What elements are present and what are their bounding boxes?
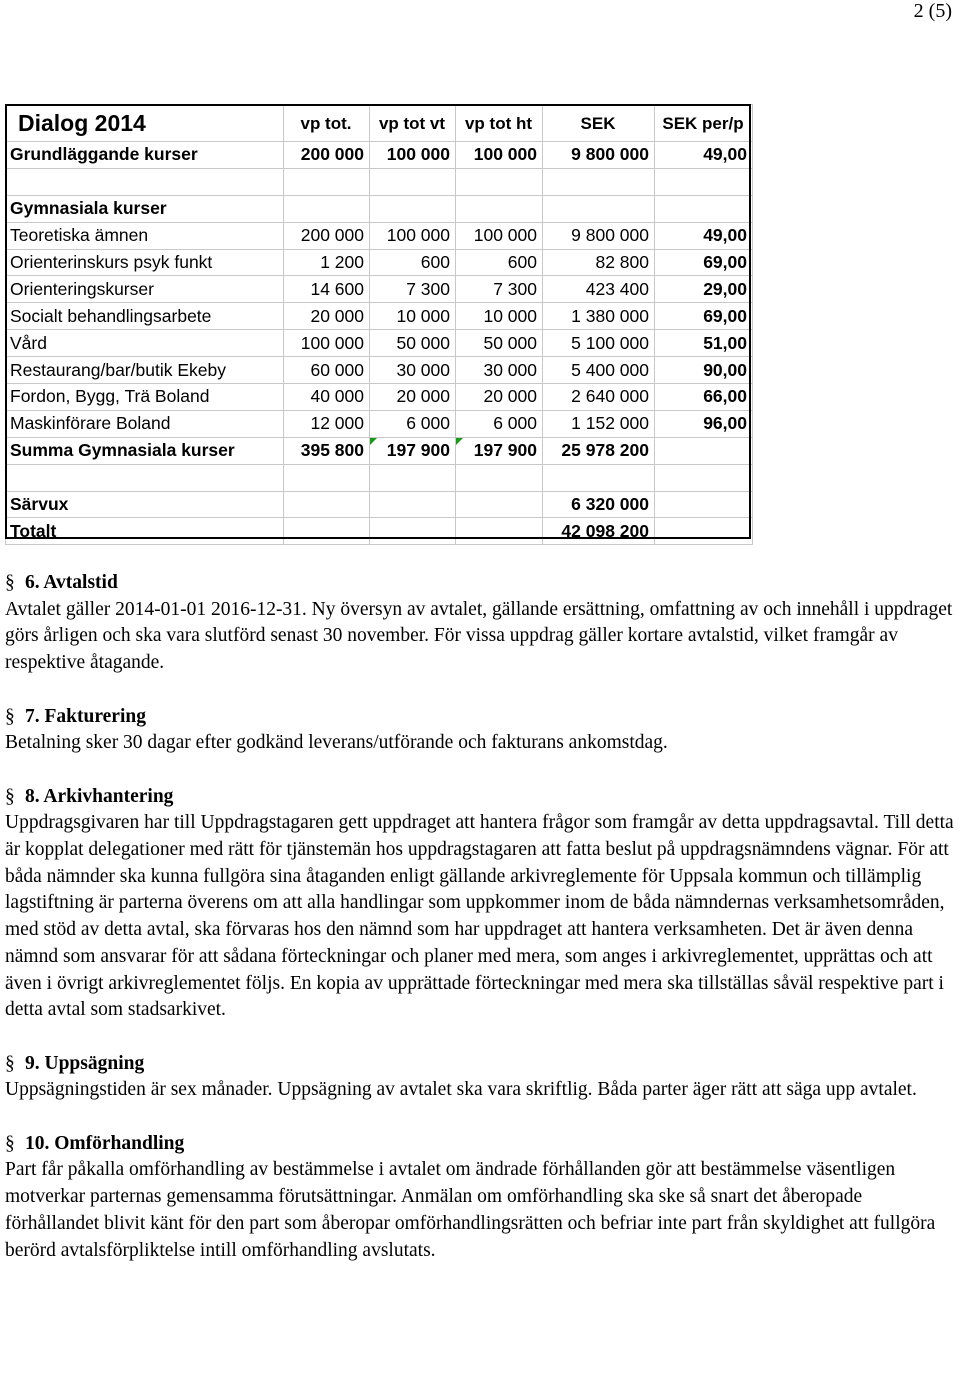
cell-value: 12 000 bbox=[284, 410, 370, 437]
table-row-gymnasiala-heading bbox=[6, 195, 753, 222]
cell-value: 1 200 bbox=[284, 249, 370, 276]
cell-value: 200 000 bbox=[284, 222, 370, 249]
agreement-sections bbox=[5, 570, 955, 1264]
cell-value: 96,00 bbox=[655, 410, 753, 437]
paragraph-sign: § bbox=[5, 572, 15, 593]
cell-value: 69,00 bbox=[655, 303, 753, 330]
section-gap bbox=[5, 677, 955, 704]
table-header-row bbox=[6, 105, 753, 142]
cell-value: 600 bbox=[456, 249, 543, 276]
column-header: SEK per/p bbox=[655, 105, 753, 142]
row-name: Orienteringskurser bbox=[6, 276, 284, 303]
column-header: vp tot vt bbox=[370, 105, 456, 142]
row-name: Fordon, Bygg, Trä Boland bbox=[6, 384, 284, 411]
cell-value: 30 000 bbox=[456, 357, 543, 384]
section-heading bbox=[5, 1051, 955, 1078]
section-gap bbox=[5, 757, 955, 784]
cell-value: 20 000 bbox=[456, 384, 543, 411]
cell-value: 20 000 bbox=[370, 384, 456, 411]
section-title: 9. Uppsägning bbox=[25, 1052, 145, 1074]
section-text: Avtalet gäller 2014-01-01 2016-12-31. Ny översyn av avtalet, gällande ersättning, omfattning av och innehåll i uppdraget görs årligen och ska vara slutförd senast 30 november. För vissa uppdrag gäller kortare avtalstid, vilket framgår av respektive åtagande. bbox=[5, 598, 953, 674]
row-name: Restaurang/bar/butik Ekeby bbox=[6, 357, 284, 384]
row-name: Summa Gymnasiala kurser bbox=[6, 437, 284, 464]
cell-value: 90,00 bbox=[655, 357, 753, 384]
section-text: Uppdragsgivaren har till Uppdragstagaren gett uppdraget att hantera frågor som framgår av detta uppdragsavtal. Till detta är kopplat delegationer med rätt för tjänstemän hos uppdragstagaren att fatta beslut på uppdragsnämndens vägnar. För att båda nämnder ska kunna fullgöra sina åtaganden enligt gällande arkivreglemente för Uppsala kommun och tillämplig lagstiftning är parterna överens om att alla handlingar som uppkommer inom de båda nämndernas verksamhetsområden, med stöd av detta avtal, ska förvaras hos den nämnd som har uppdraget att hantera verksamheten. Det är även denna nämnd som ansvarar för att sådana förteckningar och planer med mera, som anges i arkivreglementet, upprättas och att även i övrigt arkivreglementet följs. En kopia av upprättade förteckningar med mera ska tillställas såväl respektive part i detta avtal som stadsarkivet. bbox=[5, 812, 954, 1021]
section-heading bbox=[5, 704, 955, 731]
cell-value: 7 300 bbox=[370, 276, 456, 303]
row-name: Teoretiska ämnen bbox=[6, 222, 284, 249]
section bbox=[5, 1051, 955, 1104]
table-row bbox=[6, 330, 753, 357]
cell-value: 6 000 bbox=[456, 410, 543, 437]
section-gap bbox=[5, 1104, 955, 1131]
cell-value: 10 000 bbox=[370, 303, 456, 330]
row-name: Grundläggande kurser bbox=[6, 142, 284, 169]
table-title: Dialog 2014 bbox=[6, 105, 284, 142]
table-row bbox=[6, 222, 753, 249]
section-text: Betalning sker 30 dagar efter godkänd leverans/utförande och fakturans ankomstdag. bbox=[5, 732, 668, 754]
table-row bbox=[6, 357, 753, 384]
cell-value: 1 152 000 bbox=[543, 410, 655, 437]
cell-value: 40 000 bbox=[284, 384, 370, 411]
cell-value: 5 400 000 bbox=[543, 357, 655, 384]
cell-value: 200 000 bbox=[284, 142, 370, 169]
cell-value: 197 900 bbox=[370, 437, 456, 464]
section-title: 10. Omförhandling bbox=[25, 1132, 185, 1154]
table-row bbox=[6, 410, 753, 437]
section bbox=[5, 570, 955, 677]
cell-value: 6 000 bbox=[370, 410, 456, 437]
section-heading bbox=[5, 1131, 955, 1158]
section-heading bbox=[5, 570, 955, 597]
section bbox=[5, 784, 955, 1024]
table-row bbox=[6, 384, 753, 411]
cell-value: 9 800 000 bbox=[543, 222, 655, 249]
cell-value: 30 000 bbox=[370, 357, 456, 384]
table-row-sarvux bbox=[6, 491, 753, 518]
cell-value: 66,00 bbox=[655, 384, 753, 411]
column-header: vp tot ht bbox=[456, 105, 543, 142]
table-row bbox=[6, 249, 753, 276]
section-text: Part får påkalla omförhandling av bestämmelse i avtalet om ändrade förhållanden gör att bestämmelse väsentligen motverkar parternas gemensamma förutsättningar. Anmälan om omförhandling ska ske så snart det åberopade förhållandet blivit känt för den part som åberopar omförhandlingsrätten och befriar inte part från skyldighet att fullgöra berörd avtalsförpliktelse intill omförhandling avslutats. bbox=[5, 1159, 936, 1261]
section-title: 8. Arkivhantering bbox=[25, 785, 174, 807]
cell-value: 51,00 bbox=[655, 330, 753, 357]
row-name: Särvux bbox=[6, 491, 284, 518]
cell-value: 100 000 bbox=[370, 222, 456, 249]
section-title: 7. Fakturering bbox=[25, 705, 146, 727]
table-row-grundlaggande bbox=[6, 142, 753, 169]
cell-value: 10 000 bbox=[456, 303, 543, 330]
row-name: Totalt bbox=[6, 518, 284, 545]
cell-value: 100 000 bbox=[456, 222, 543, 249]
cell-value: 82 800 bbox=[543, 249, 655, 276]
cell-value: 100 000 bbox=[456, 142, 543, 169]
section-title: 6. Avtalstid bbox=[25, 572, 118, 593]
paragraph-sign: § bbox=[5, 705, 15, 727]
section-text: Uppsägningstiden är sex månader. Uppsägning av avtalet ska vara skriftlig. Båda parter äger rätt att säga upp avtalet. bbox=[5, 1079, 917, 1101]
cell-value: 197 900 bbox=[456, 437, 543, 464]
cell-value: 5 100 000 bbox=[543, 330, 655, 357]
cell-value: 29,00 bbox=[655, 276, 753, 303]
table-row-summa bbox=[6, 437, 753, 464]
cell-value: 50 000 bbox=[456, 330, 543, 357]
cell-value: 6 320 000 bbox=[543, 491, 655, 518]
cell-value: 60 000 bbox=[284, 357, 370, 384]
group-heading: Gymnasiala kurser bbox=[6, 195, 284, 222]
cell-value: 42 098 200 bbox=[543, 518, 655, 545]
cell-value bbox=[655, 437, 753, 464]
cell-value: 100 000 bbox=[370, 142, 456, 169]
table-row bbox=[6, 303, 753, 330]
cell-value: 2 640 000 bbox=[543, 384, 655, 411]
cell-value: 25 978 200 bbox=[543, 437, 655, 464]
table-empty-row bbox=[6, 168, 753, 195]
section-gap bbox=[5, 1024, 955, 1051]
table-row-totalt bbox=[6, 518, 753, 545]
cell-value: 600 bbox=[370, 249, 456, 276]
column-header: vp tot. bbox=[284, 105, 370, 142]
cell-value: 7 300 bbox=[456, 276, 543, 303]
cell-value: 69,00 bbox=[655, 249, 753, 276]
paragraph-sign: § bbox=[5, 1132, 15, 1154]
table-empty-row bbox=[6, 464, 753, 491]
section bbox=[5, 1131, 955, 1265]
cell-value: 423 400 bbox=[543, 276, 655, 303]
row-name: Socialt behandlingsarbete bbox=[6, 303, 284, 330]
cell-value: 20 000 bbox=[284, 303, 370, 330]
column-header: SEK bbox=[543, 105, 655, 142]
cell-value: 1 380 000 bbox=[543, 303, 655, 330]
cell-value: 49,00 bbox=[655, 222, 753, 249]
budget-table bbox=[5, 104, 753, 545]
cell-value: 14 600 bbox=[284, 276, 370, 303]
row-name: Maskinförare Boland bbox=[6, 410, 284, 437]
paragraph-sign: § bbox=[5, 785, 15, 807]
cell-value: 100 000 bbox=[284, 330, 370, 357]
section bbox=[5, 704, 955, 757]
row-name: Orienterinskurs psyk funkt bbox=[6, 249, 284, 276]
row-name: Vård bbox=[6, 330, 284, 357]
cell-value: 49,00 bbox=[655, 142, 753, 169]
cell-value: 395 800 bbox=[284, 437, 370, 464]
cell-value: 9 800 000 bbox=[543, 142, 655, 169]
page-number: 2 (5) bbox=[913, 0, 952, 22]
cell-value: 50 000 bbox=[370, 330, 456, 357]
paragraph-sign: § bbox=[5, 1052, 15, 1074]
table-row bbox=[6, 276, 753, 303]
section-heading bbox=[5, 784, 955, 811]
gymnasiala-rows bbox=[6, 222, 753, 437]
